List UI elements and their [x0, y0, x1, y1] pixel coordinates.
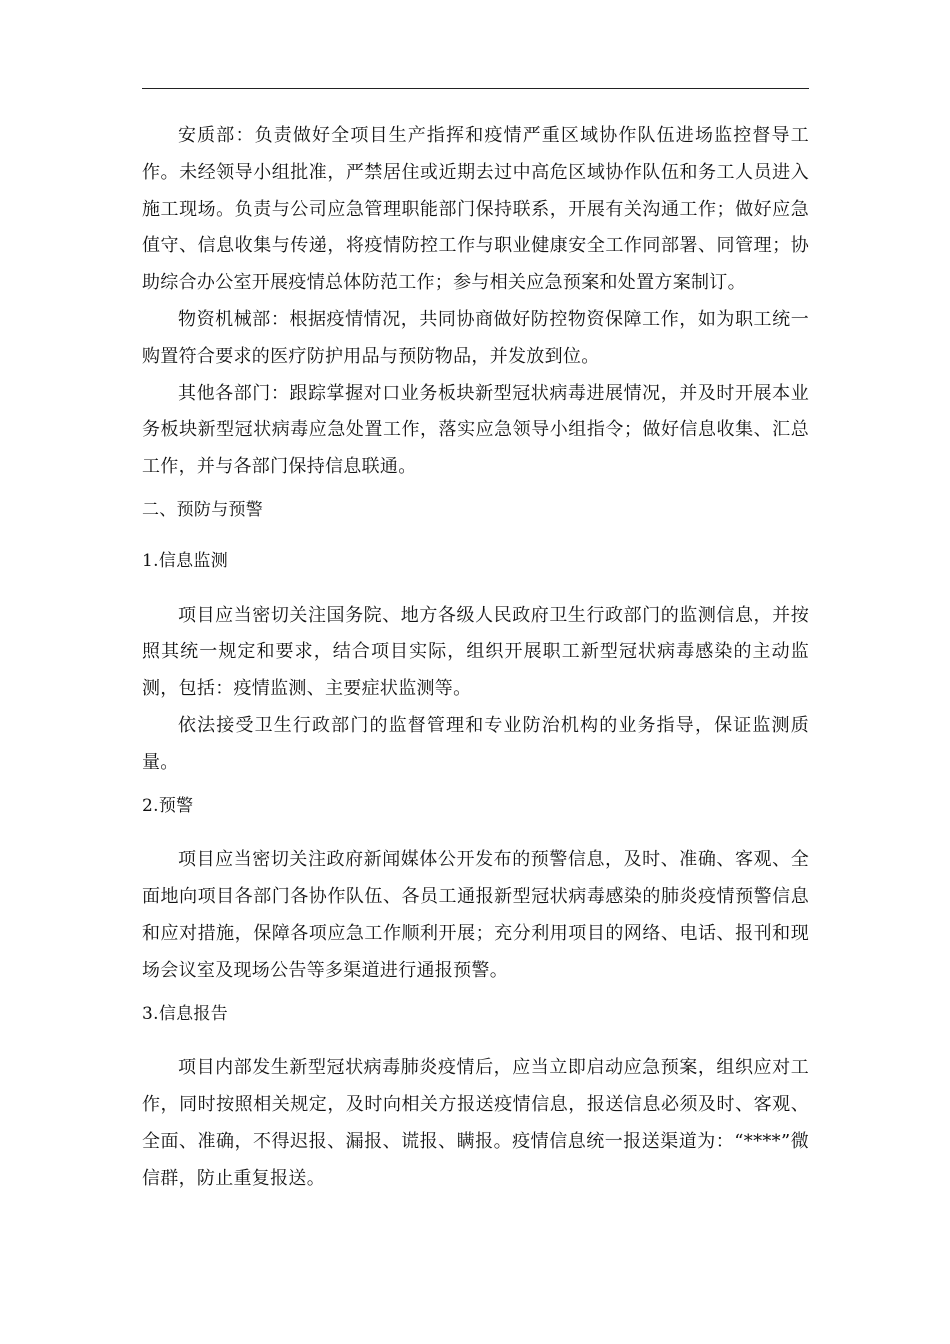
subsection-title-reporting: 3.信息报告 [142, 1003, 229, 1024]
paragraph-warning-1: 项目应当密切关注政府新闻媒体公开发布的预警信息，及时、准确、客观、全面地向项目各部门各协作队伍、各员工通报新型冠状病毒感染的肺炎疫情预警信息和应对措施，保障各项应急工作顺利开展；充分利用项目的网络、电话、报刊和现场会议室及现场公告等多渠道进行通报预警。 [142, 849, 809, 981]
paragraph-monitoring-2: 依法接受卫生行政部门的监督管理和专业防治机构的业务指导，保证监测质量。 [142, 714, 809, 773]
section-title: 二、预防与预警 [142, 499, 264, 520]
paragraph-monitoring-1: 项目应当密切关注国务院、地方各级人民政府卫生行政部门的监测信息，并按照其统一规定和要求，结合项目实际，组织开展职工新型冠状病毒感染的主动监测，包括：疫情监测、主要症状监测等。 [142, 604, 809, 700]
paragraph-reporting-1: 项目内部发生新型冠状病毒肺炎疫情后，应当立即启动应急预案，组织应对工作，同时按照相关规定，及时向相关方报送疫情信息，报送信息必须及时、客观、全面、准确，不得迟报、漏报、谎报、瞒报。疫情信息统一报送渠道为：“****”微信群，防止重复报送。 [142, 1057, 809, 1189]
paragraph-wuzi: 物资机械部：根据疫情情况，共同协商做好防控物资保障工作，如为职工统一购置符合要求的医疗防护用品与预防物品，并发放到位。 [142, 308, 809, 367]
document-body [142, 118, 809, 1198]
paragraph-other-departments: 其他各部门：跟踪掌握对口业务板块新型冠状病毒进展情况，并及时开展本业务板块新型冠状病毒应急处置工作，落实应急领导小组指令；做好信息收集、汇总工作，并与各部门保持信息联通。 [142, 382, 809, 478]
subsection-title-monitoring: 1.信息监测 [142, 550, 229, 571]
header-rule [142, 88, 809, 89]
paragraph-anzhi: 安质部：负责做好全项目生产指挥和疫情严重区域协作队伍进场监控督导工作。未经领导小组批准，严禁居住或近期去过中高危区域协作队伍和务工人员进入施工现场。负责与公司应急管理职能部门保持联系，开展有关沟通工作；做好应急值守、信息收集与传递，将疫情防控工作与职业健康安全工作同部署、同管理；协助综合办公室开展疫情总体防范工作；参与相关应急预案和处置方案制订。 [142, 125, 809, 294]
subsection-title-warning: 2.预警 [142, 795, 194, 816]
